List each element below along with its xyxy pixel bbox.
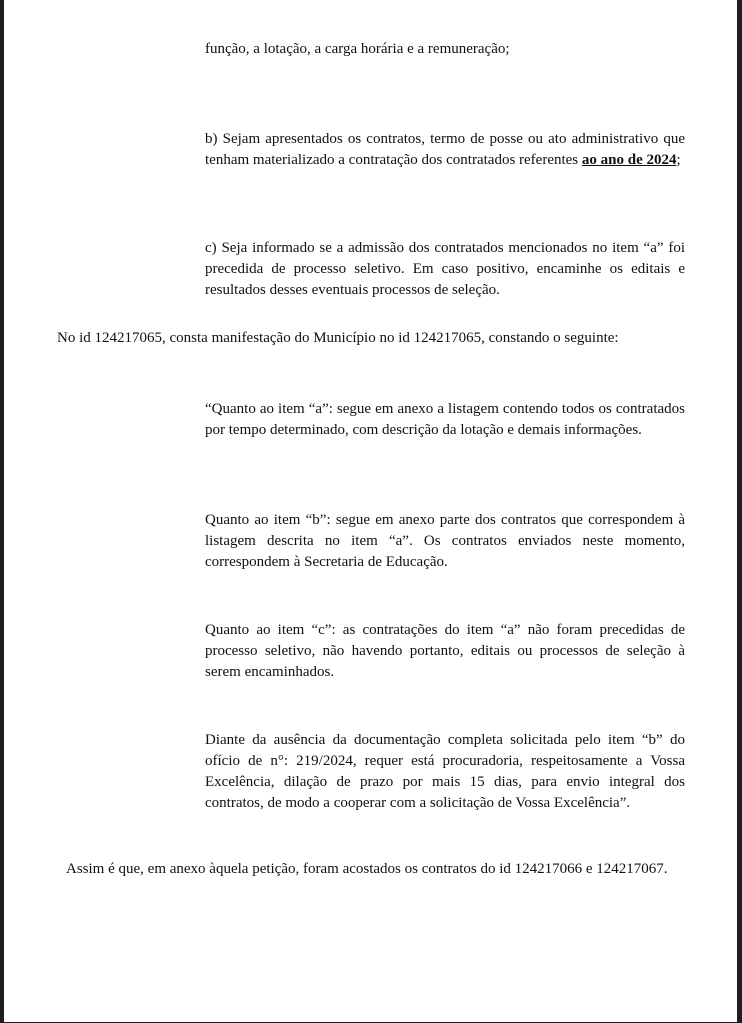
item-b-suffix: ; — [676, 152, 681, 168]
item-a-tail-paragraph: função, a lotação, a carga horária e a remuneração; — [205, 41, 510, 57]
item-b-paragraph — [205, 129, 685, 171]
item-b-emphasis: ao ano de 2024 — [581, 152, 677, 168]
quote-item-c-paragraph: Quanto ao item “c”: as contratações do item “a” não foram precedidas de processo seletivo, não havendo portanto, editais ou processos de seleção à serem encaminhados. — [205, 622, 685, 680]
quote-item-a-paragraph: “Quanto ao item “a”: segue em anexo a listagem contendo todos os contratados por tempo determinado, com descrição da lotação e demais informações. — [205, 401, 685, 438]
quote-item-b-paragraph: Quanto ao item “b”: segue em anexo parte dos contratos que correspondem à listagem descrita no item “a”. Os contratos enviados neste momento, correspondem à Secretaria de Educação. — [205, 512, 685, 570]
document-page — [4, 0, 737, 1022]
item-b-text: b) Sejam apresentados os contratos, termo de posse ou ato administrativo que tenham materializado a contratação dos contratados referentes — [205, 131, 685, 168]
conclusion-paragraph: Assim é que, em anexo àquela petição, foram acostados os contratos do id 124217066 e 124217067. — [66, 861, 668, 877]
item-c-paragraph: c) Seja informado se a admissão dos contratados mencionados no item “a” foi precedida de processo seletivo. Em caso positivo, encaminhe os editais e resultados desses eventuais processos de seleção. — [205, 240, 685, 298]
manifestation-intro-paragraph: No id 124217065, consta manifestação do Município no id 124217065, constando o seguinte: — [57, 330, 619, 346]
quote-request-paragraph: Diante da ausência da documentação completa solicitada pelo item “b” do ofício de n°: 219/2024, requer está procuradoria, respeitosamente a Vossa Excelência, dilação de prazo por mais 15 dias, para envio integral dos contratos, de modo a cooperar com a solicitação de Vossa Excelência”. — [205, 732, 685, 811]
